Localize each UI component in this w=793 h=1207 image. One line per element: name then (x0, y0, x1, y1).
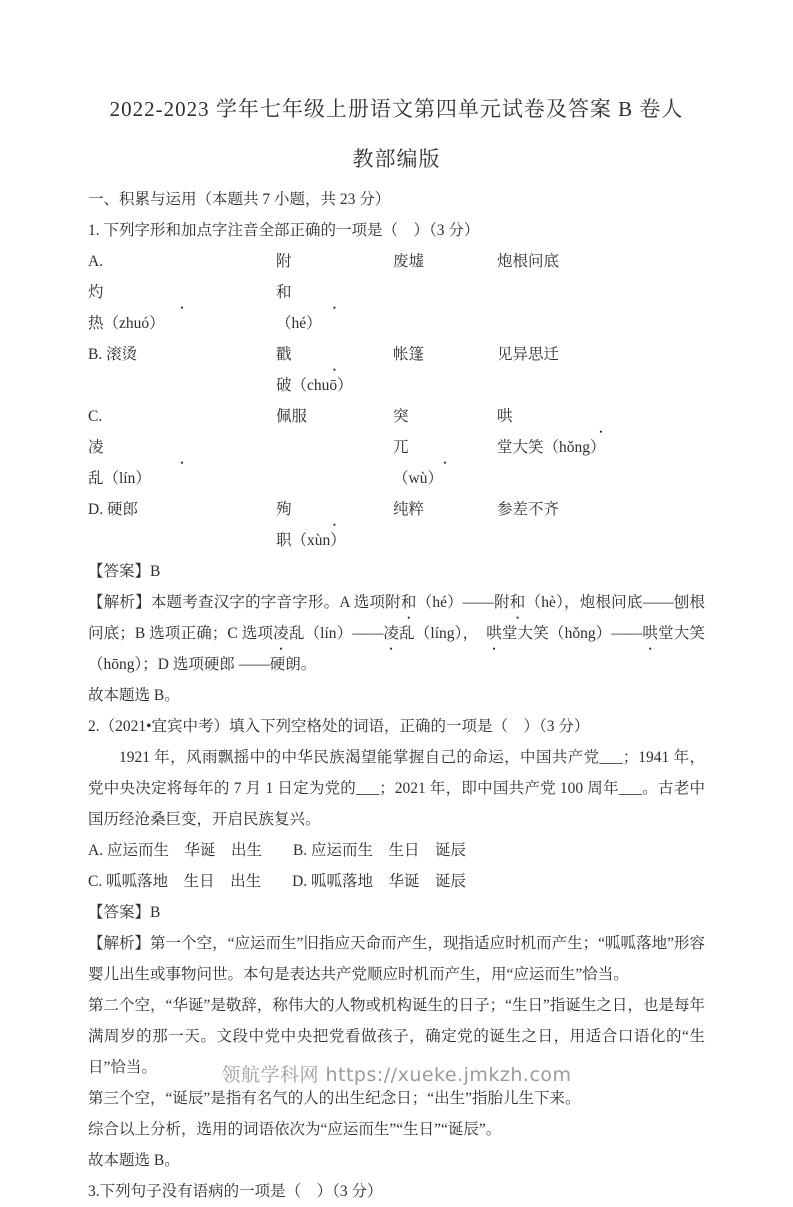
question-2-analysis-p1: 【解析】第一个空，“应运而生”旧指应天命而产生，现指适应时机而产生；“呱呱落地”形容婴儿出生或事物问世。本句是表达共产党顺应时机而产生，用“应运而生”恰当。 (88, 935, 705, 983)
option-cell: 附 和 • （hé） (276, 246, 393, 339)
question-1-option-row-b (88, 339, 705, 401)
question-2-options-ab: A. 应运而生 华诞 出生 B. 应运而生 生日 诞辰 (88, 842, 467, 859)
site-watermark: 领航学科网 https://xueke.jmkzh.com (221, 1064, 572, 1086)
option-cell: 废墟 (393, 253, 425, 270)
question-1-option-row-d (88, 494, 705, 556)
option-cell: 纯粹 (393, 501, 425, 518)
option-cell: D. 硬郎 (88, 501, 138, 518)
question-2-stem: 2.（2021•宜宾中考）填入下列空格处的词语，正确的一项是（ ）（3 分） (88, 718, 590, 735)
question-2-answer: 【答案】B (88, 904, 161, 921)
question-3-stem: 3.下列句子没有语病的一项是（ ）（3 分） (88, 1183, 383, 1200)
page-title-line2: 教部编版 (352, 147, 441, 171)
option-cell: C. 凌 • 乱（lín） (88, 401, 276, 494)
option-cell: 帐篷 (393, 346, 425, 363)
question-1-option-row-a (88, 246, 705, 339)
page-title-line1: 2022-2023 学年七年级上册语文第四单元试卷及答案 B 卷人 (109, 97, 684, 121)
question-2-options-cd: C. 呱呱落地 生日 出生 D. 呱呱落地 华诞 诞辰 (88, 873, 467, 890)
question-1-analysis: 【解析】本题考查汉字的字音字形。A 选项附和（hé）——附和（hè），炮根问底——刨根问底；B 选项正确；C 选项凌乱（lín）——凌乱（líng）， 哄堂大笑（hǒng）——哄堂大笑（hōng）；D 选项硬郎 ——硬朗。 (88, 594, 705, 673)
document-body (88, 184, 705, 1207)
question-1-option-row-c (88, 401, 705, 494)
question-2-analysis-p4: 综合以上分析，选用的词语依次为“应运而生”“生日”“诞辰”。 (88, 1121, 502, 1138)
option-cell: 见异思迁 (497, 346, 560, 363)
question-2-conclusion: 故本题选 B。 (88, 1152, 180, 1169)
section-heading: 一、积累与运用（本题共 7 小题，共 23 分） (88, 191, 391, 208)
option-cell: 哄 • 堂大笑（hǒng） (497, 401, 705, 494)
option-cell: 戳 • 破（chuō） (276, 339, 393, 401)
option-cell: 炮根问底 (497, 253, 560, 270)
option-cell: B. 滚烫 (88, 346, 138, 363)
option-cell: 参差不齐 (497, 501, 560, 518)
page-title (0, 84, 793, 184)
question-1-stem: 1. 下列字形和加点字注音全部正确的一项是（ ）（3 分） (88, 222, 480, 239)
question-2-analysis-p3: 第三个空，“诞辰”是指有名气的人的出生纪念日；“出生”指胎儿生下来。 (88, 1090, 581, 1107)
option-cell: 突 兀 • （wù） (393, 401, 497, 494)
option-cell: A. 灼 • 热（zhuó） (88, 246, 276, 339)
option-cell: 佩服 (276, 408, 308, 425)
question-2-analysis-p2: 第二个空，“华诞”是敬辞，称伟大的人物或机构诞生的日子；“生日”指诞生之日，也是每年满周岁的那一天。文段中党中央把党看做孩子，确定党的诞生之日，用适合口语化的“生日”恰当。 (88, 997, 705, 1076)
option-cell: 殉 • 职（xùn） (276, 494, 393, 556)
question-1-conclusion: 故本题选 B。 (88, 687, 180, 704)
question-1-answer: 【答案】B (88, 563, 161, 580)
question-2-passage: 1921 年，风雨飘摇中的中华民族渴望能掌握自己的命运，中国共产党___；1941 年，党中央决定将每年的 7 月 1 日定为党的___；2021 年，即中国共产党 100 周年___。古老中国历经沧桑巨变，开启民族复兴。 (88, 749, 705, 828)
